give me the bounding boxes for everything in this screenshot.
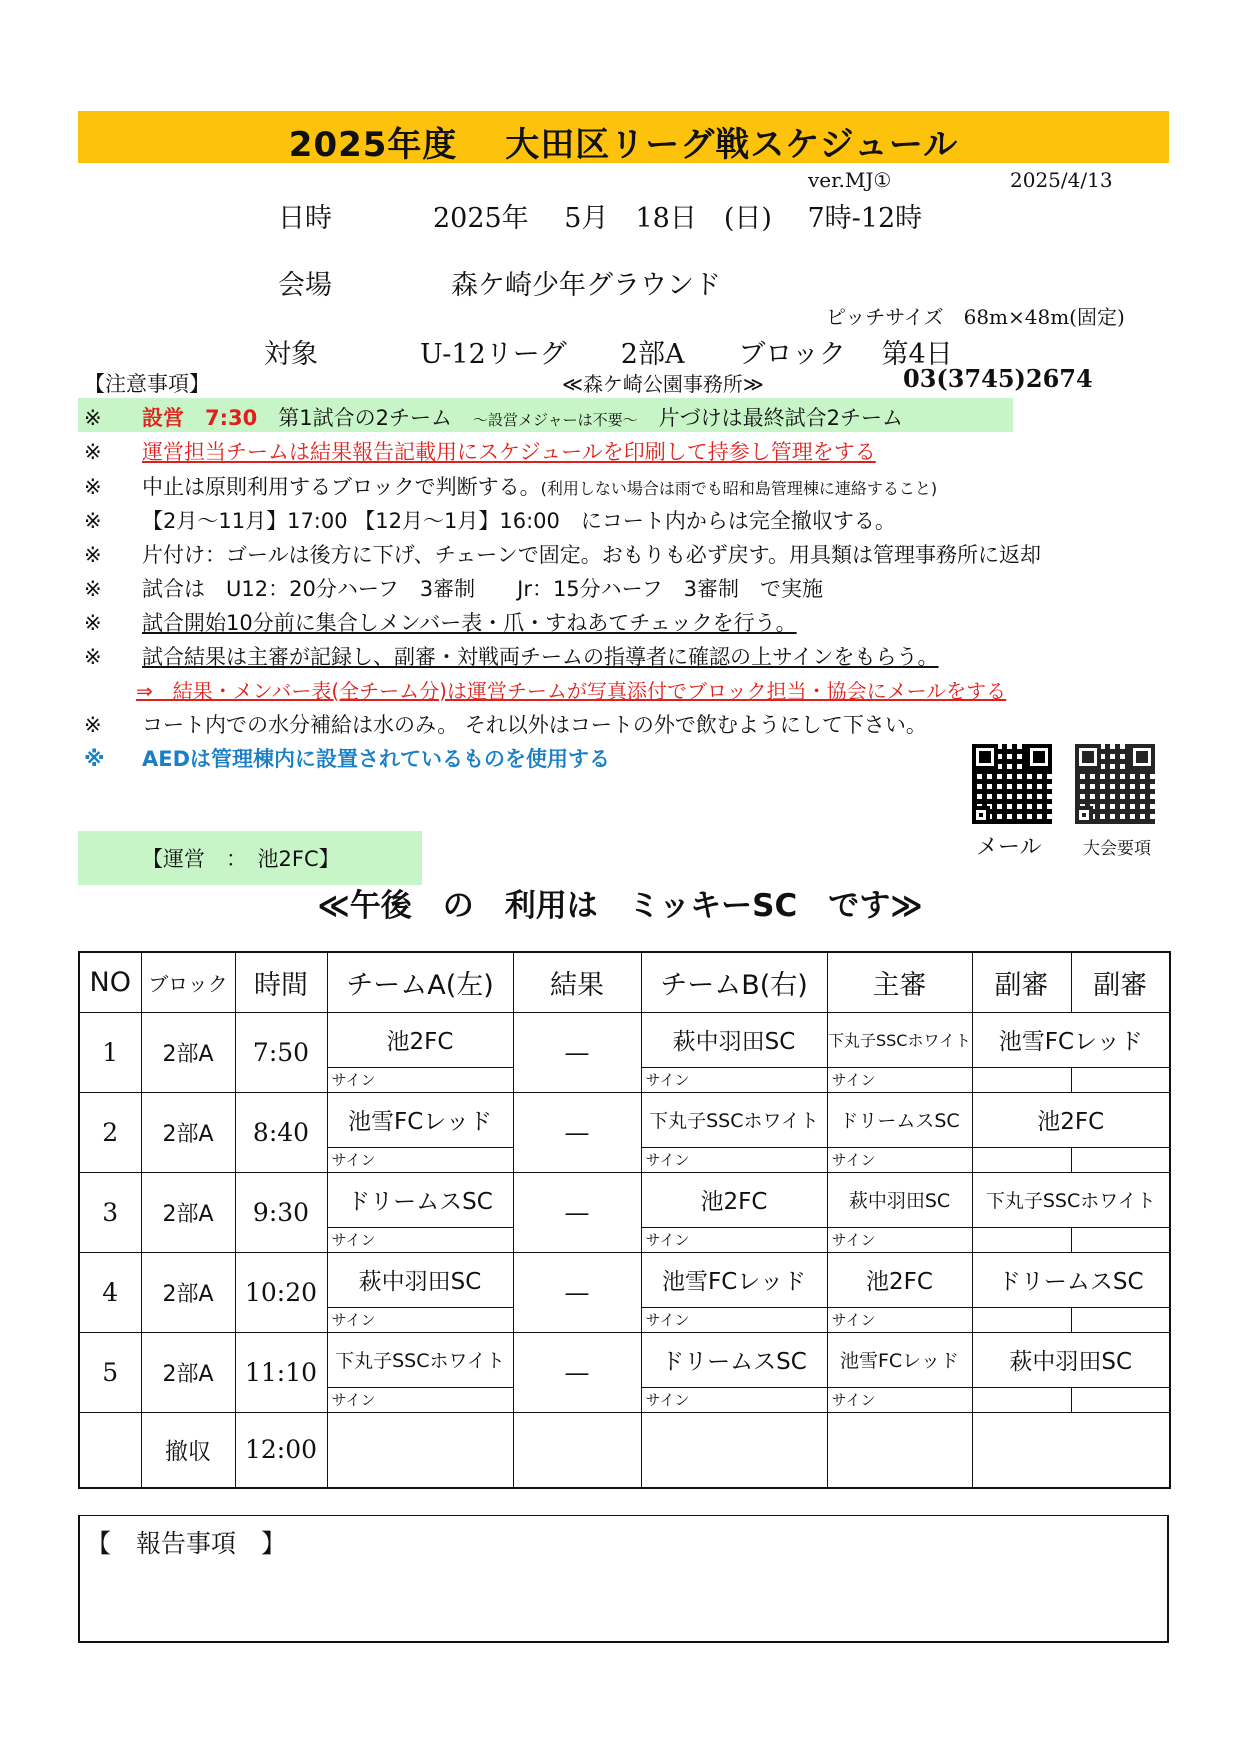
sign-team-b[interactable]: サイン	[641, 1067, 827, 1092]
assistant-referee: ドリームスSC	[972, 1252, 1170, 1307]
note-cancellation: ※ 中止は原則利用するブロックで判断する。(利用しない場合は雨でも昭和島管理棟に連絡すること)	[84, 475, 938, 499]
sign-assistant-2[interactable]	[1071, 1147, 1170, 1172]
match-result[interactable]: —	[513, 1092, 641, 1172]
team-a: 池雪FCレッド	[327, 1092, 513, 1147]
sign-team-b[interactable]: サイン	[641, 1387, 827, 1412]
datetime-label: 日時	[278, 203, 332, 234]
office-label: ≪森ケ崎公園事務所≫	[562, 372, 764, 396]
title-bar	[78, 111, 1169, 163]
team-b: 下丸子SSCホワイト	[641, 1092, 827, 1147]
target-label: 対象	[264, 339, 318, 370]
cleanup-note: 片づけは最終試合2チーム	[637, 406, 904, 430]
match-no: 5	[79, 1332, 141, 1412]
guide-qr-icon[interactable]	[1075, 744, 1155, 824]
sign-team-b[interactable]: サイン	[641, 1147, 827, 1172]
sign-referee[interactable]: サイン	[827, 1147, 972, 1172]
sign-assistant-1[interactable]	[972, 1067, 1071, 1092]
note-setup	[84, 402, 903, 432]
referee: 萩中羽田SC	[827, 1172, 972, 1227]
page-title: 2025年度 大田区リーグ戦スケジュール	[288, 125, 959, 165]
report-label: 【 報告事項 】	[86, 1529, 287, 1558]
sign-assistant-1[interactable]	[972, 1147, 1071, 1172]
table-row	[79, 1172, 1170, 1227]
withdraw-time: 12:00	[235, 1412, 327, 1488]
afternoon-usage: ≪午後 の 利用は ミッキーSC です≫	[317, 888, 923, 924]
referee: 下丸子SSCホワイト	[827, 1012, 972, 1067]
header-assistant-2: 副審	[1071, 952, 1170, 1012]
withdraw-label: 撤収	[141, 1412, 235, 1488]
withdraw-row	[79, 1412, 1170, 1488]
document-date: 2025/4/13	[1010, 168, 1113, 192]
sign-team-a[interactable]: サイン	[327, 1227, 513, 1252]
match-time: 8:40	[235, 1092, 327, 1172]
team-a: 池2FC	[327, 1012, 513, 1067]
match-result[interactable]: —	[513, 1012, 641, 1092]
sign-assistant-1[interactable]	[972, 1307, 1071, 1332]
withdraw-empty	[79, 1412, 141, 1488]
header-no: NO	[79, 952, 141, 1012]
note-water: ※ コート内での水分補給は水のみ。 それ以外はコートの外で飲むようにして下さい。	[84, 713, 927, 737]
note-withdraw-time: ※ 【2月～11月】17:00 【12月～1月】16:00 にコート内からは完全撤収する。	[84, 509, 896, 533]
sign-team-a[interactable]: サイン	[327, 1067, 513, 1092]
sign-referee[interactable]: サイン	[827, 1387, 972, 1412]
note-cleanup: ※ 片付け：ゴールは後方に下げ、チェーンで固定。おもりも必ず戻す。用具類は管理事務所に返却	[84, 543, 1042, 567]
table-row	[79, 1092, 1170, 1147]
sign-team-b[interactable]: サイン	[641, 1307, 827, 1332]
match-block: 2部A	[141, 1252, 235, 1332]
team-a: ドリームスSC	[327, 1172, 513, 1227]
match-result[interactable]: —	[513, 1332, 641, 1412]
table-row	[79, 1332, 1170, 1387]
match-block: 2部A	[141, 1172, 235, 1252]
sign-assistant-2[interactable]	[1071, 1307, 1170, 1332]
referee: ドリームスSC	[827, 1092, 972, 1147]
team-b: ドリームスSC	[641, 1332, 827, 1387]
assistant-referee: 萩中羽田SC	[972, 1332, 1170, 1387]
assistant-referee: 下丸子SSCホワイト	[972, 1172, 1170, 1227]
note-mark: ※	[84, 406, 102, 430]
guide-qr-label: 大会要項	[1083, 839, 1151, 859]
match-no: 1	[79, 1012, 141, 1092]
table-row	[79, 1012, 1170, 1067]
sign-team-a[interactable]: サイン	[327, 1387, 513, 1412]
note-print-schedule: ※ 運営担当チームは結果報告記載用にスケジュールを印刷して持参し管理をする	[84, 440, 876, 464]
match-block: 2部A	[141, 1332, 235, 1412]
match-block: 2部A	[141, 1092, 235, 1172]
match-no: 2	[79, 1092, 141, 1172]
header-assistant-1: 副審	[972, 952, 1071, 1012]
note-result-sign: ※ 試合結果は主審が記録し、副審・対戦両チームの指導者に確認の上サインをもらう。	[84, 645, 939, 669]
header-block: ブロック	[141, 952, 235, 1012]
setup-teams: 第1試合の2チーム	[278, 406, 473, 430]
header-team-a: チームA(左)	[327, 952, 513, 1012]
header-time: 時間	[235, 952, 327, 1012]
mail-qr-label: メール	[976, 835, 1042, 860]
sign-referee[interactable]: サイン	[827, 1067, 972, 1092]
setup-time: 設営 7:30	[142, 406, 258, 430]
report-box[interactable]	[78, 1515, 1169, 1643]
note-aed: ※ AEDは管理棟内に設置されているものを使用する	[84, 747, 611, 771]
note-check: ※ 試合開始10分前に集合しメンバー表・爪・すねあてチェックを行う。	[84, 611, 797, 635]
management-team: 【運営 ： 池2FC】	[142, 847, 340, 871]
datetime-value: 2025年 5月 18日 (日) 7時-12時	[433, 203, 923, 234]
setup-note-small: ～設営メジャーは不要～	[472, 411, 638, 429]
team-b: 池雪FCレッド	[641, 1252, 827, 1307]
assistant-referee: 池2FC	[972, 1092, 1170, 1147]
pitch-size: ピッチサイズ 68m×48m(固定)	[826, 305, 1125, 329]
venue-value: 森ケ崎少年グラウンド	[451, 270, 721, 301]
match-result[interactable]: —	[513, 1172, 641, 1252]
team-b: 萩中羽田SC	[641, 1012, 827, 1067]
match-time: 7:50	[235, 1012, 327, 1092]
sign-assistant-2[interactable]	[1071, 1227, 1170, 1252]
header-result: 結果	[513, 952, 641, 1012]
note-email-results: ⇒ 結果・メンバー表(全チーム分)は運営チームが写真添付でブロック担当・協会にメールをする	[136, 679, 1007, 703]
team-b: 池2FC	[641, 1172, 827, 1227]
match-time: 10:20	[235, 1252, 327, 1332]
sign-assistant-2[interactable]	[1071, 1067, 1170, 1092]
sign-assistant-1[interactable]	[972, 1227, 1071, 1252]
sign-team-b[interactable]: サイン	[641, 1227, 827, 1252]
match-time: 11:10	[235, 1332, 327, 1412]
sign-assistant-2[interactable]	[1071, 1387, 1170, 1412]
management-box	[78, 831, 422, 885]
sign-team-a[interactable]: サイン	[327, 1147, 513, 1172]
table-header	[79, 952, 1170, 1012]
team-a: 下丸子SSCホワイト	[327, 1332, 513, 1387]
note-match-format: ※ 試合は U12：20分ハーフ 3審制 Jr：15分ハーフ 3審制 で実施	[84, 577, 823, 601]
match-no: 4	[79, 1252, 141, 1332]
referee: 池雪FCレッド	[827, 1332, 972, 1387]
match-no: 3	[79, 1172, 141, 1252]
assistant-referee: 池雪FCレッド	[972, 1012, 1170, 1067]
header-referee: 主審	[827, 952, 972, 1012]
header-team-b: チームB(右)	[641, 952, 827, 1012]
venue-label: 会場	[278, 270, 332, 301]
team-a: 萩中羽田SC	[327, 1252, 513, 1307]
sign-team-a[interactable]: サイン	[327, 1307, 513, 1332]
office-phone: 03(3745)2674	[903, 364, 1093, 393]
schedule-table	[78, 951, 1171, 1489]
mail-qr-icon[interactable]	[972, 744, 1052, 824]
version-label: ver.MJ①	[808, 168, 892, 192]
referee: 池2FC	[827, 1252, 972, 1307]
target-value: U-12リーグ 2部A ブロック 第4日	[420, 339, 953, 370]
sign-assistant-1[interactable]	[972, 1387, 1071, 1412]
sign-referee[interactable]: サイン	[827, 1227, 972, 1252]
match-block: 2部A	[141, 1012, 235, 1092]
match-time: 9:30	[235, 1172, 327, 1252]
sign-referee[interactable]: サイン	[827, 1307, 972, 1332]
table-row	[79, 1252, 1170, 1307]
match-result[interactable]: —	[513, 1252, 641, 1332]
notes-heading: 【注意事項】	[84, 372, 210, 396]
